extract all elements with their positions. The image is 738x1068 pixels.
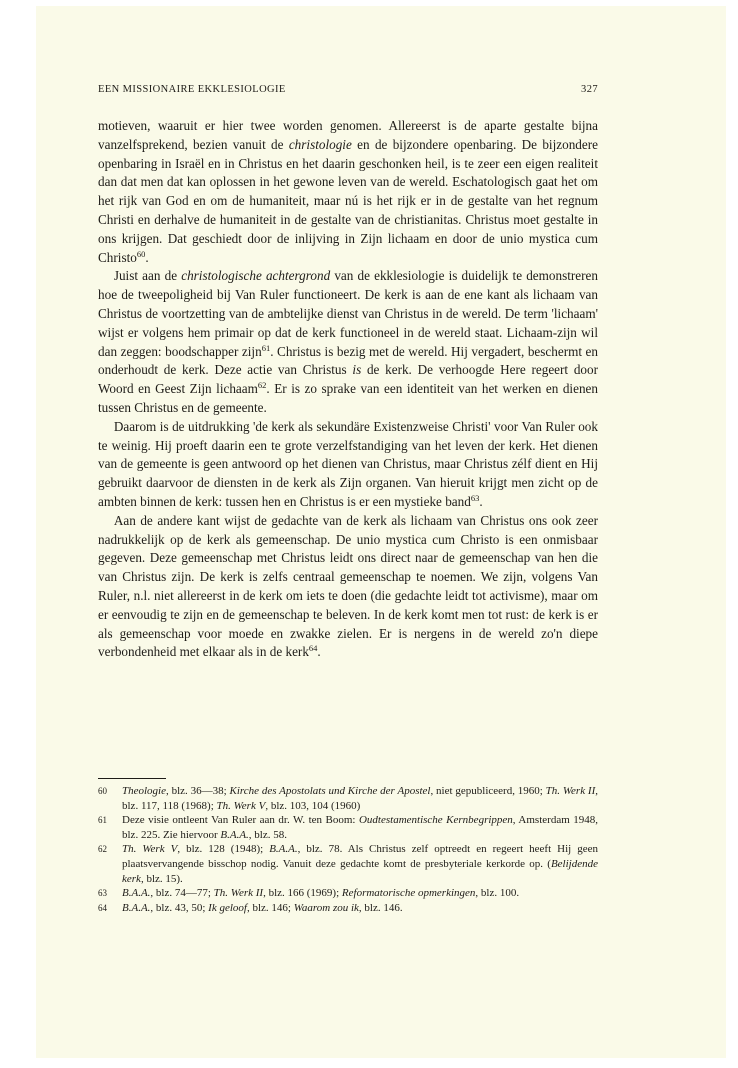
footnote-ref: 62 — [257, 380, 267, 391]
footnote-divider — [98, 778, 166, 779]
text-run: , blz. 43, 50; — [150, 901, 209, 914]
italic-text: B.A.A. — [122, 901, 151, 914]
footnote-ref: 63 — [470, 492, 480, 503]
text-run: , blz. 58. — [248, 828, 287, 841]
text-run: van de ekklesiologie is duidelijk te demonstreren hoe de tweepoligheid bij Van Ruler functioneert. De kerk is aan de ene kant als lichaam van Christus de voortzetting van de ambtelijke dienst van Christus in de wereld. De term 'lichaam' wijst er volgens hem primair op dat de kerk functioneel in de wereld staat. Lichaam-zijn wil dan zeggen: boodschapper zijn — [98, 268, 598, 359]
footnote-number: 64 — [98, 902, 107, 913]
text-run: motieven, waaruit er hier twee worden genomen. Allereerst is de aparte gestalte bijna vanzelfsprekend, bezien vanuit de — [98, 118, 598, 152]
paragraph — [98, 418, 598, 512]
body-text — [98, 117, 598, 662]
italic-text: christologie — [288, 136, 352, 152]
text-run: , blz. 103, 104 (1960) — [265, 799, 361, 812]
text-run: , niet gepubliceerd, 1960; — [430, 785, 546, 797]
text-run: , blz. 74—77; — [150, 887, 214, 900]
text-run: Aan de andere kant wijst de gedachte van de kerk als lichaam van Christus ons ook zeer nadrukkelijk op de kerk als gemeenschap. De unio mystica cum Christo is een onmisbaar gegeven. Deze gemeenschap met Christus leidt ons direct naar de gemeenschap van hen die van Christus zijn. De kerk is zelfs centraal gemeenschap te noemen. We zijn, volgens Van Ruler, n.l. niet allereerst in de kerk om iets te doen (die gedachte leidt tot activisme), maar om er eenvoudig te zijn en de gemeenschap te beleven. In de kerk komt men tot rust: de kerk is er als gemeenschap voor moede en zwakke zielen. Er is nergens in de wereld zo'n diepe verbondenheid met elkaar als in de kerk — [98, 512, 598, 660]
italic-text: Belijdende kerk — [122, 857, 598, 885]
footnote-number: 60 — [98, 786, 107, 796]
text-run: , blz. 15). — [140, 872, 183, 885]
italic-text: Th. Werk V — [122, 843, 178, 856]
page-number: 327 — [581, 84, 598, 95]
paragraph — [98, 117, 598, 267]
text-run: Juist aan de — [113, 268, 182, 284]
footnote — [98, 901, 598, 916]
italic-text: Th. Werk II — [213, 887, 264, 900]
text-run: , blz. 146. — [358, 901, 403, 914]
text-run: de kerk. De verhoogde Here regeert door Woord en Geest Zijn lichaam — [98, 362, 598, 397]
italic-text: Th. Werk II — [545, 785, 596, 797]
footnote — [98, 784, 598, 813]
italic-text: Reformatorische opmerkingen — [341, 887, 476, 900]
text-run: Deze visie ontleent Van Ruler aan dr. W. ten Boom: — [122, 814, 359, 827]
italic-text: Theologie — [122, 785, 166, 797]
text-run: , blz. 100. — [475, 887, 520, 900]
text-run: , blz. 166 (1969); — [263, 887, 342, 900]
text-run: . — [145, 249, 149, 265]
footnote-ref: 61 — [261, 342, 271, 353]
footnote-number: 63 — [98, 888, 107, 899]
paragraph — [98, 267, 598, 417]
text-run: , blz. 78. Als Christus zelf optreedt en regeert heeft Hij geen plaatsvervangende bisschop nodig. Vanuit deze gedachte komt de presbyteriale kerkorde op. ( — [122, 843, 598, 870]
text-run: . Christus is bezig met de wereld. Hij vergadert, beschermt en onderhoudt de kerk. Deze actie van Christus — [98, 343, 599, 378]
italic-text: Oudtestamentische Kernbegrippen — [358, 814, 513, 827]
text-run: , Amsterdam 1948, blz. 225. Zie hiervoor — [122, 814, 599, 841]
italic-text: Kirche des Apostolats und Kirche der Apostel — [229, 785, 431, 797]
text-run: , blz. 146; — [246, 901, 294, 914]
footnotes — [98, 784, 598, 915]
italic-text: Ik geloof — [208, 901, 247, 914]
footnote — [98, 886, 598, 901]
italic-text: christologische achtergrond — [181, 268, 331, 284]
text-run: , blz. 117, 118 (1968); — [122, 785, 598, 812]
italic-text: B.A.A. — [269, 843, 298, 856]
text-run: Daarom is de uitdrukking 'de kerk als sekundäre Existenzweise Christi' voor Van Ruler ook te weinig. Hij proeft daarin een te grote verzelfstandiging van het leven der kerk. Het dienen van de gemeente is geen antwoord op het dienen van Christus, maar Christus zélf dient en Hij gebruikt daarvoor de diensten in de kerk als Zijn organen. Van hieruit krijgt men zicht op de ambten binnen de kerk: tussen hen en Christus is er een mystieke band — [98, 418, 598, 509]
footnote-ref: 60 — [136, 248, 146, 259]
italic-text: B.A.A. — [122, 887, 151, 900]
italic-text: is — [352, 362, 362, 378]
text-run: . — [479, 493, 483, 509]
footnote-number: 61 — [98, 815, 107, 826]
footnote — [98, 813, 598, 842]
footnote-number: 62 — [98, 844, 107, 855]
text-run: , blz. 128 (1948); — [177, 843, 270, 856]
running-title: EEN MISSIONAIRE EKKLESIOLOGIE — [98, 84, 286, 95]
footnote-ref: 64 — [308, 643, 318, 654]
text-run: . — [317, 644, 321, 660]
text-run: . Er is zo sprake van een identiteit van het werken en dienen tussen Christus en de gemeente. — [98, 381, 598, 415]
text-run: , blz. 36—38; — [166, 785, 230, 797]
text-run: en de bijzondere openbaring. De bijzondere openbaring in Israël en in Christus en het daarin geschonken heil, is te zeer een eigen realiteit dan dat men dat kan oplossen in het gewone leven van de wereld. Eschatologisch gaat het om het rijk van God en om de humaniteit, maar nú is het rijk er in de gestalte van het regnum Christi en derhalve de humaniteit in de gestalte van de christianitas. Christus moet gestalte in ons krijgen. Dat geschiedt door de inlijving in Zijn lichaam en door de unio mystica cum Christo — [98, 136, 598, 265]
footnote — [98, 842, 598, 886]
italic-text: Th. Werk V — [216, 799, 266, 812]
italic-text: B.A.A. — [220, 828, 249, 841]
paragraph — [98, 512, 598, 662]
italic-text: Waarom zou ik — [293, 901, 359, 914]
